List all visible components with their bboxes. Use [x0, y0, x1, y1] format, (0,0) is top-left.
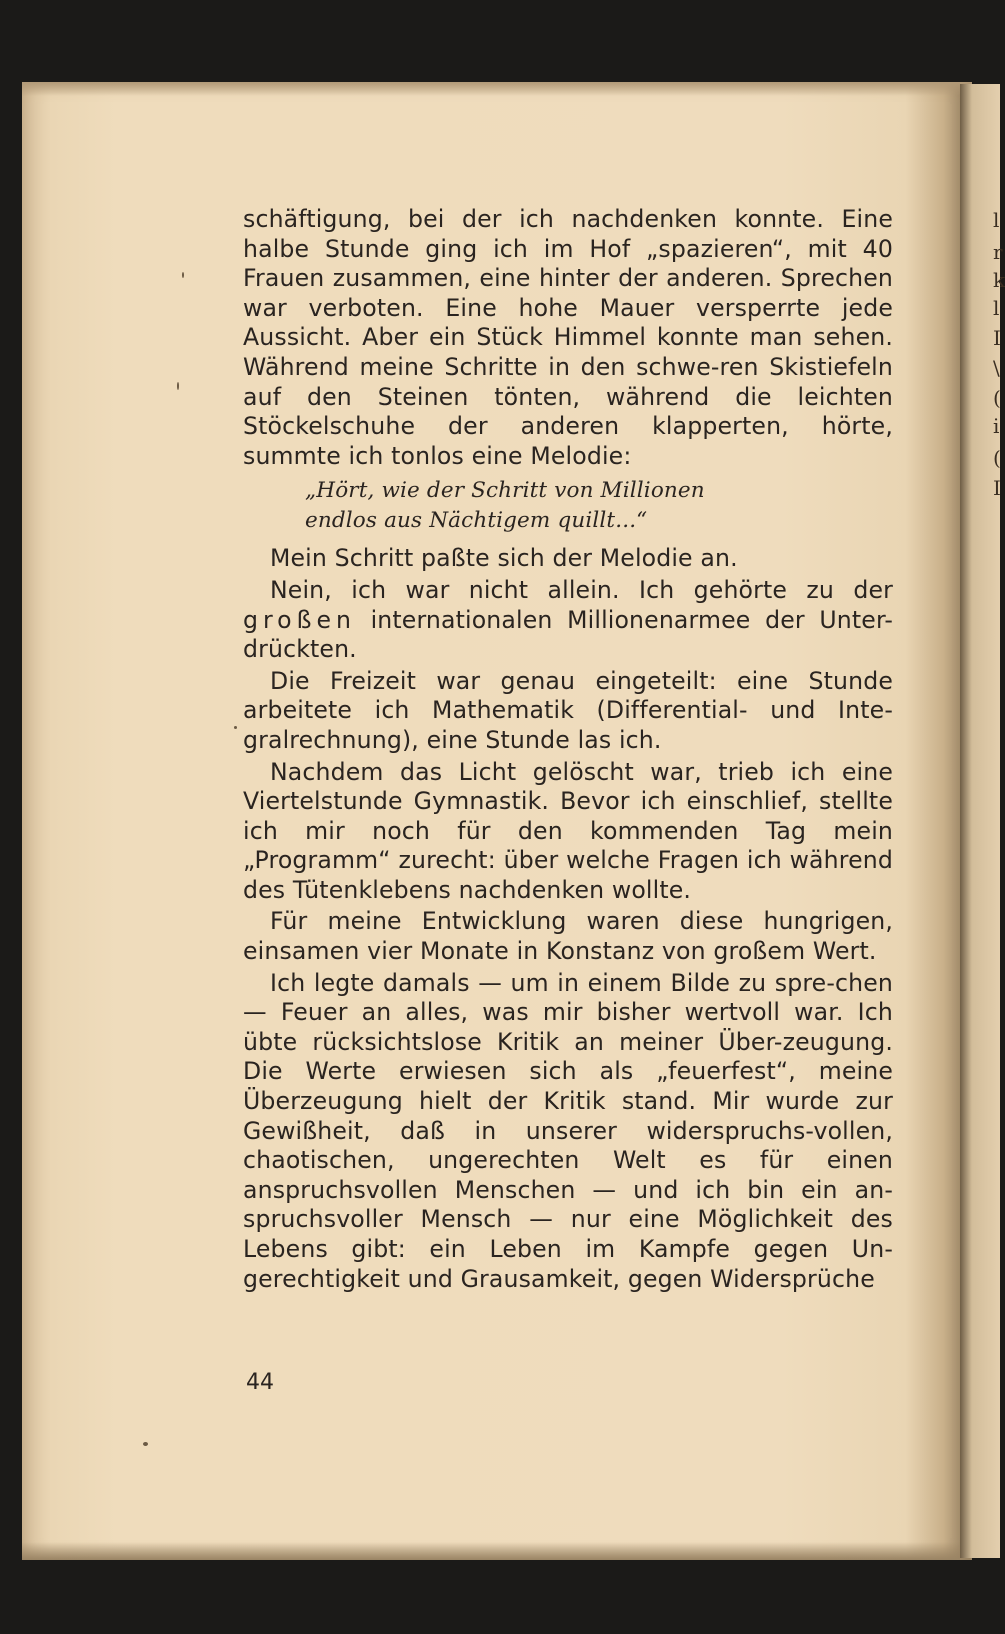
adjacent-page-letter: k: [993, 268, 1005, 292]
adjacent-page-letter: (: [993, 386, 1001, 410]
adjacent-page-letter: i: [993, 414, 1000, 438]
adjacent-page-letter: r: [993, 240, 1003, 264]
paragraph: schäftigung, bei der ich nachdenken konnte. Eine halbe Stunde ging ich im Hof „spazieren“, mit 40 Frauen zusammen, eine hinter der anderen. Sprechen war verboten. Eine hohe Mauer versperrte jede Aussicht. Aber ein Stück Himmel konnte man sehen. Während meine Schritte in den schwe-ren Skistiefeln auf den Steinen tönten, während die leichten Stöckelschuhe der anderen klapperten, hörte, summte ich tonlos eine Melodie:: [243, 205, 893, 470]
adjacent-page-letter: (: [993, 446, 1001, 470]
page-body-text: [243, 205, 893, 1294]
paragraph-text: internationalen Millionenarmee der Unter-drückten.: [243, 605, 893, 664]
paragraph: Mein Schritt paßte sich der Melodie an.: [270, 544, 738, 573]
paragraph: Für meine Entwicklung waren diese hungrigen, einsamen vier Monate in Konstanz von großem Wert.: [243, 907, 893, 966]
paper-speck: [177, 382, 179, 390]
paper-speck: [234, 726, 237, 729]
adjacent-page-letter: I: [993, 476, 1001, 500]
page-number: 44: [246, 1370, 274, 1395]
quote-line: „Hört, wie der Schritt von Millionen: [305, 478, 705, 504]
paper-speck: [143, 1442, 148, 1446]
paragraph-text: Nein, ich war nicht allein. Ich gehörte zu der: [270, 575, 893, 604]
paragraph: [243, 576, 893, 665]
paper-speck: [182, 272, 184, 278]
paragraph: Die Freizeit war genau eingeteilt: eine Stunde arbeitete ich Mathematik (Differential- und Inte-gralrechnung), eine Stunde las ich.: [243, 666, 893, 754]
adjacent-page-letter: l: [993, 208, 1000, 232]
song-quote: [305, 476, 893, 536]
emphasized-word: großen: [243, 605, 356, 634]
adjacent-page-letter: l: [993, 296, 1000, 320]
quote-line: endlos aus Nächtigem quillt...“: [305, 508, 648, 534]
paragraph: Nachdem das Licht gelöscht war, trieb ich eine Viertelstunde Gymnastik. Bevor ich einschlief, stellte ich mir noch für den kommenden Tag mein „Programm“ zurecht: über welche Fragen ich während des Tütenklebens nachdenken wollte.: [243, 757, 893, 904]
adjacent-page-letter: \: [993, 356, 1000, 380]
paragraph: Ich legte damals — um in einem Bilde zu spre-chen — Feuer an alles, was mir bisher wertvoll war. Ich übte rücksichtslose Kritik an meiner Über-zeugung. Die Werte erwiesen sich als „feuerfest“, meine Überzeugung hielt der Kritik stand. Mir wurde zur Gewißheit, daß in unserer widerspruchs-vollen, chaotischen, ungerechten Welt es für einen anspruchsvollen Menschen — und ich bin ein an-spruchsvoller Mensch — nur eine Möglichkeit des Lebens gibt: ein Leben im Kampfe gegen Un-gerechtigkeit und Grausamkeit, gegen Widersprüche: [243, 968, 893, 1293]
adjacent-page-letter: I: [993, 326, 1001, 350]
